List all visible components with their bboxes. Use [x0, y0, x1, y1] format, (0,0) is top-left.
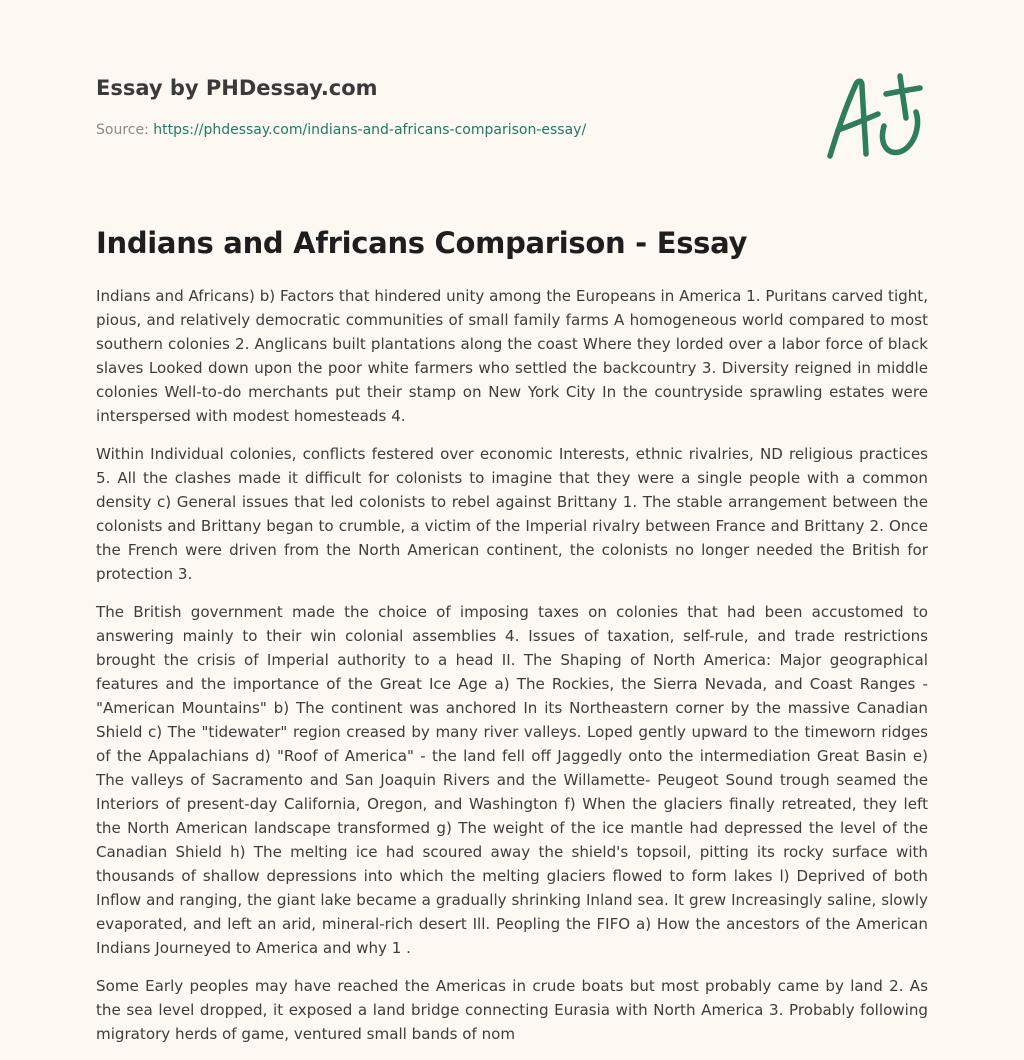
- site-title: Essay by PHDessay.com: [96, 76, 378, 100]
- page-header: [96, 76, 796, 138]
- a-plus-grade-icon: [822, 68, 932, 164]
- essay-paragraph: The British government made the choice of imposing taxes on colonies that had been accustomed to answering mainly to their win colonial assemblies 4. Issues of taxation, self-rule, and trade restrictions brought the crisis of Imperial authority to a head II. The Shaping of North America: Major geographical features and the importance of the Great Ice Age a) The Rockies, the Sierra Nevada, and Coast Ranges - "American Mountains" b) The continent was anchored In its Northeastern corner by the massive Canadian Shield c) The "tidewater" region creased by many river valleys. Loped gently upward to the timeworn ridges of the Appalachians d) "Roof of America" - the land fell off Jaggedly onto the intermediation Great Basin e) The valleys of Sacramento and San Joaquin Rivers and the Willamette- Peugeot Sound trough seamed the Interiors of present-day California, Oregon, and Washington f) When the glaciers finally retreated, they left the North American landscape transformed g) The weight of the ice mantle had depressed the level of the Canadian Shield h) The melting ice had scoured away the shield's topsoil, pitting its rocky surface with thousands of shallow depressions into which the melting glaciers flowed to form lakes l) Deprived of both Inflow and ranging, the giant lake became a gradually shrinking Inland sea. It grew Increasingly saline, slowly evaporated, and left an arid, mineral-rich desert Ill. Peopling the FIFO a) How the ancestors of the American Indians Journeyed to America and why 1 .: [96, 603, 928, 957]
- essay-body: [96, 284, 928, 1060]
- essay-title: Indians and Africans Comparison - Essay: [96, 226, 748, 260]
- essay-paragraph: Some Early peoples may have reached the Americas in crude boats but most probably came by land 2. As the sea level dropped, it exposed a land bridge connecting Eurasia with North America 3. Probably following migratory herds of game, ventured small bands of nom: [96, 977, 928, 1043]
- essay-paragraph: Within Individual colonies, conflicts festered over economic Interests, ethnic rivalries, ND religious practices 5. All the clashes made it difficult for colonists to imagine that they were a single people with a common density c) General issues that led colonists to rebel against Brittany 1. The stable arrangement between the colonists and Brittany began to crumble, a victim of the Imperial rivalry between France and Brittany 2. Once the French were driven from the North American continent, the colonists no longer needed the British for protection 3.: [96, 445, 928, 583]
- source-label: Source:: [96, 122, 154, 138]
- source-line: [96, 122, 796, 138]
- essay-paragraph: Indians and Africans) b) Factors that hindered unity among the Europeans in America 1. Puritans carved tight, pious, and relatively democratic communities of small family farms A homogeneous world compared to most southern colonies 2. Anglicans built plantations along the coast Where they lorded over a labor force of black slaves Looked down upon the poor white farmers who settled the backcountry 3. Diversity reigned in middle colonies Well-to-do merchants put their stamp on New York City In the countryside sprawling estates were interspersed with modest homesteads 4.: [96, 287, 928, 425]
- source-link[interactable]: https://phdessay.com/indians-and-africans-comparison-essay/: [153, 122, 587, 138]
